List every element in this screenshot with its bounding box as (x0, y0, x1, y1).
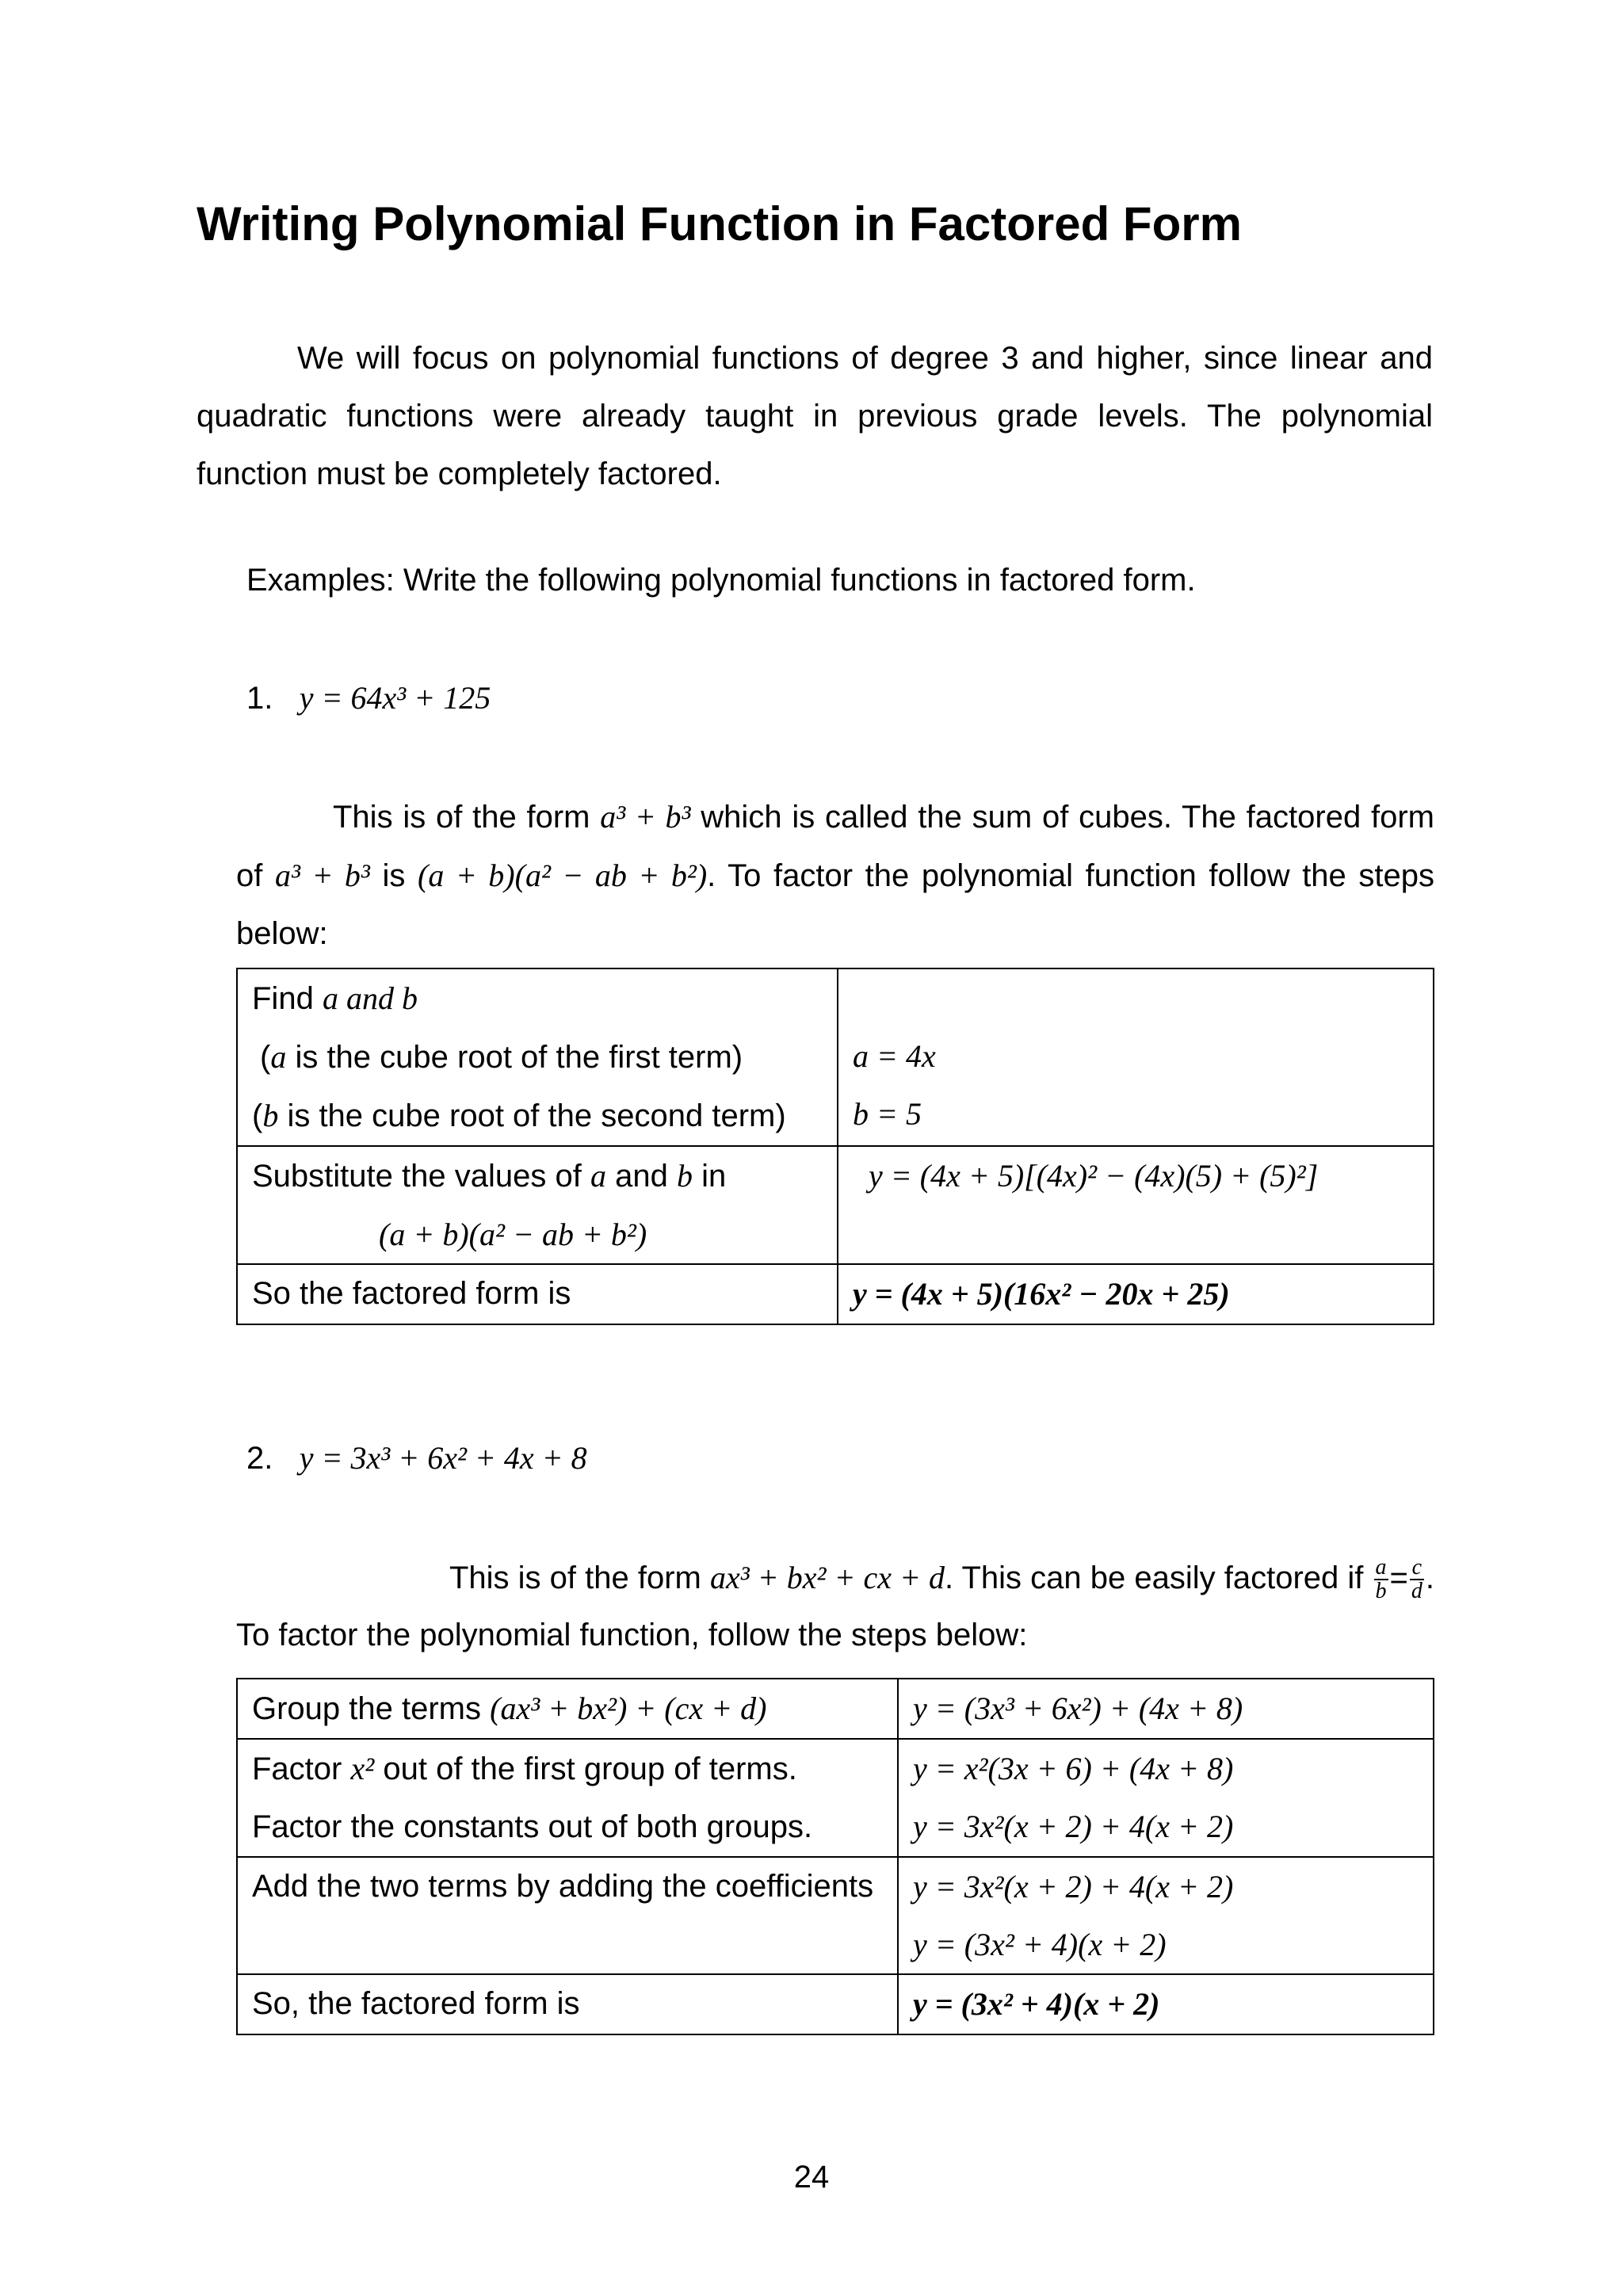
cell-math: b (262, 1098, 279, 1133)
example-2-text-2: . This can be easily factored if (944, 1561, 1364, 1595)
table-cell (237, 1146, 838, 1264)
table-row (237, 968, 1434, 1146)
table-cell (898, 1679, 1434, 1739)
table-cell (898, 1857, 1434, 1974)
cubic-form: ax³ + bx² + cx + d (709, 1560, 945, 1595)
denominator: d (1411, 1579, 1423, 1604)
cell-text: Substitute the values of (252, 1159, 582, 1194)
table-cell (237, 1739, 898, 1857)
table-cell (237, 968, 838, 1146)
formula-line: (a + b)(a² − ab + b²) (379, 1217, 647, 1252)
example-1-number: 1. (246, 681, 273, 716)
b-value: b = 5 (853, 1096, 922, 1132)
cell-text: is the cube root of the second term) (278, 1098, 786, 1133)
factored-step-2: y = 3x²(x + 2) + 4(x + 2) (913, 1809, 1234, 1844)
example-2-line-1 (236, 1549, 1434, 1607)
cube-root-second-line: (b is the cube root of the second term) (252, 1098, 786, 1133)
fraction-c-over-d (1410, 1557, 1424, 1603)
table-row (237, 1857, 1434, 1974)
table-row (237, 1146, 1434, 1264)
substituted-expression: y = (4x + 5)[(4x)² − (4x)(5) + (5)²] (869, 1158, 1319, 1194)
equals-sign: = (1389, 1561, 1408, 1595)
example-2-text-3: . (1425, 1561, 1434, 1595)
example-1-text-4: . To factor the polynomial function follow the steps below: (236, 858, 1434, 951)
table-cell (898, 1974, 1434, 2034)
example-2-heading (246, 1439, 587, 1477)
table-row (237, 1679, 1434, 1739)
example-2-steps-table (236, 1678, 1434, 2035)
example-2-line-2: To factor the polynomial function, follow the steps below: (236, 1618, 1028, 1652)
group-terms-line (252, 1679, 883, 1738)
table-row (237, 1974, 1434, 2034)
cell-math: a and b (322, 980, 418, 1016)
cell-math: a (590, 1158, 606, 1194)
cube-root-first-line: (a is the cube root of the first term) (260, 1039, 743, 1075)
sum-of-cubes-form-2: a³ + b³ (274, 858, 370, 893)
example-2-text-1: This is of the form (449, 1561, 701, 1595)
numerator: c (1410, 1557, 1424, 1580)
cell-text: Group the terms (252, 1691, 482, 1726)
numerator: a (1375, 1555, 1387, 1580)
table-cell (838, 1264, 1434, 1324)
example-1-text-1: This is of the form (333, 800, 590, 835)
cell-text: Factor (252, 1752, 342, 1786)
cell-text: and (615, 1159, 668, 1194)
add-terms-line: Add the two terms by adding the coefficients (252, 1869, 874, 1904)
find-a-b-line (252, 969, 823, 1028)
fraction-a-over-b (1374, 1557, 1388, 1603)
example-1-explanation (236, 788, 1434, 963)
examples-heading: Examples: Write the following polynomial functions in factored form. (246, 563, 1196, 598)
example-1-heading (246, 679, 491, 716)
cell-text: in (701, 1159, 727, 1194)
factor-constants-line: Factor the constants out of both groups. (252, 1809, 813, 1844)
cell-math: (ax³ + bx²) + (cx + d) (490, 1690, 767, 1726)
example-2-explanation (236, 1549, 1434, 1663)
example-1-text-3: is (382, 858, 406, 893)
table-cell (237, 1679, 898, 1739)
cell-math: b (676, 1158, 693, 1194)
factored-step-1: y = x²(3x + 6) + (4x + 8) (913, 1751, 1234, 1786)
blank-line (853, 969, 1419, 1027)
example-1-text-2: which is called the sum of cubes. The factored form of (236, 800, 1434, 893)
example-2-number: 2. (246, 1441, 273, 1476)
table-cell (838, 1146, 1434, 1264)
table-cell (838, 968, 1434, 1146)
substitute-line (252, 1147, 823, 1205)
cell-math: a (270, 1039, 287, 1075)
example-1-steps-table (236, 968, 1434, 1325)
sum-of-cubes-form: a³ + b³ (600, 799, 691, 835)
page-title: Writing Polynomial Function in Factored Form (197, 197, 1242, 250)
intro-paragraph: We will focus on polynomial functions of degree 3 and higher, since linear and quadratic functions were already taught in previous grade levels. The polynomial function must be completely factored. (197, 341, 1433, 491)
grouped-expression: y = (3x³ + 6x²) + (4x + 8) (913, 1690, 1243, 1726)
table-row (237, 1739, 1434, 1857)
example-2-equation: y = 3x³ + 6x² + 4x + 8 (299, 1440, 587, 1476)
combined-step-2: y = (3x² + 4)(x + 2) (913, 1927, 1167, 1962)
table-cell (898, 1739, 1434, 1857)
factor-x2-line (252, 1740, 883, 1798)
final-answer: y = (4x + 5)(16x² − 20x + 25) (853, 1276, 1230, 1312)
cell-math: x² (350, 1751, 375, 1786)
denominator: b (1375, 1579, 1387, 1604)
table-cell: So the factored form is (237, 1264, 838, 1324)
table-cell: So, the factored form is (237, 1974, 898, 2034)
a-value: a = 4x (853, 1038, 936, 1074)
cell-text: is the cube root of the first term) (286, 1040, 743, 1075)
final-answer: y = (3x² + 4)(x + 2) (913, 1986, 1160, 2022)
combined-step-1: y = 3x²(x + 2) + 4(x + 2) (913, 1869, 1234, 1904)
example-1-equation: y = 64x³ + 125 (299, 680, 491, 716)
sum-of-cubes-formula: (a + b)(a² − ab + b²) (418, 858, 708, 893)
cell-text: Find (252, 981, 314, 1016)
page-number: 24 (793, 2160, 830, 2195)
table-row (237, 1264, 1434, 1324)
table-cell (237, 1857, 898, 1974)
cell-text: out of the first group of terms. (383, 1752, 797, 1786)
